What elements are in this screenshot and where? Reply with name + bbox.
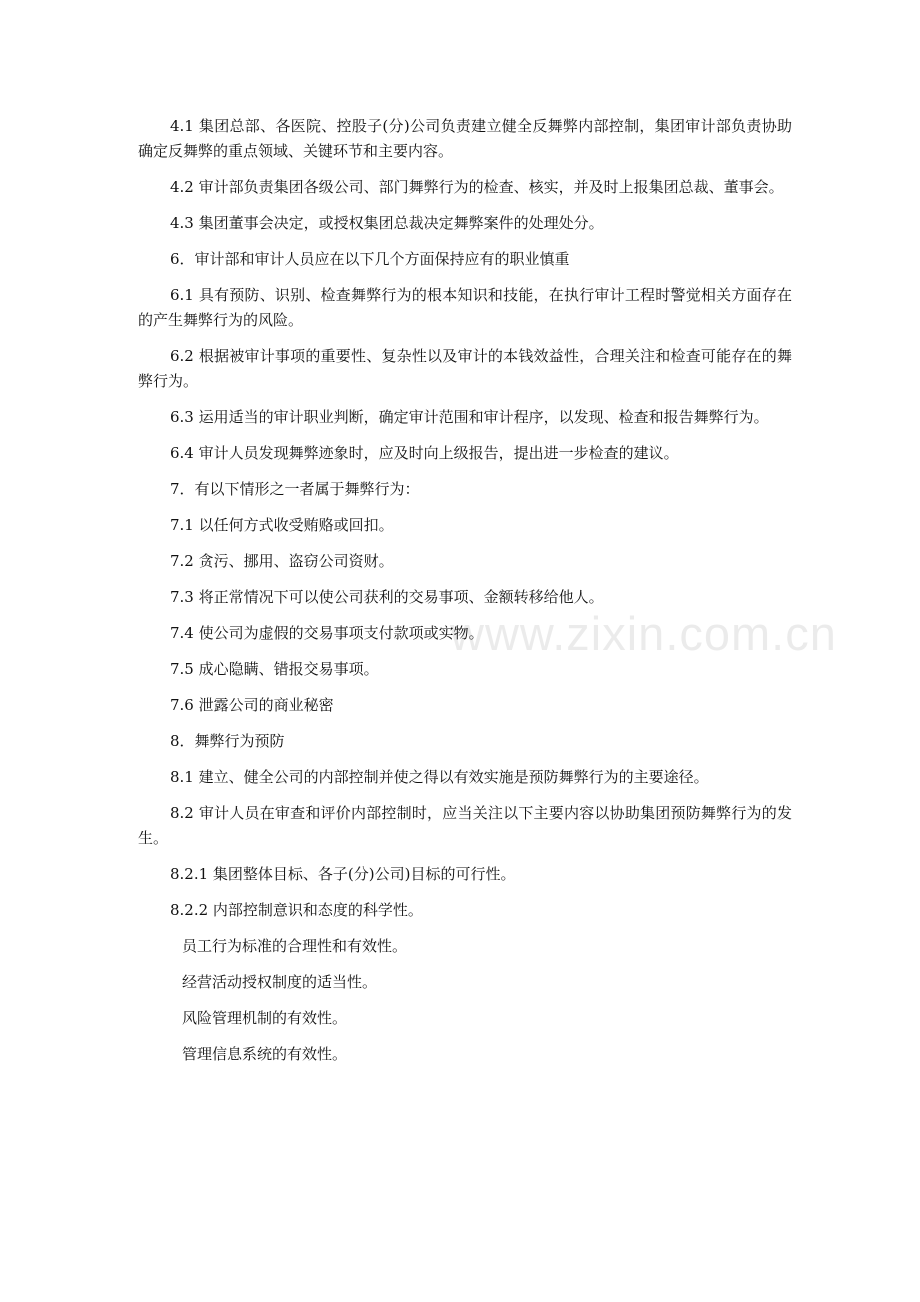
paragraph-6-2: 6.2 根据被审计事项的重要性、复杂性以及审计的本钱效益性，合理关注和检查可能存在的舞弊行为。 xyxy=(138,347,792,390)
paragraph-4-1: 4.1 集团总部、各医院、控股子(分)公司负责建立健全反舞弊内部控制，集团审计部负责协助确定反舞弊的重点领域、关键环节和主要内容。 xyxy=(138,117,792,160)
paragraph-7-3: 7.3 将正常情况下可以使公司获利的交易事项、金额转移给他人。 xyxy=(170,588,604,606)
paragraph-6-4: 6.4 审计人员发现舞弊迹象时，应及时向上级报告，提出进一步检查的建议。 xyxy=(170,444,679,462)
sub-item: 管理信息系统的有效性。 xyxy=(182,1045,348,1063)
document-page xyxy=(138,114,792,1078)
paragraph-7-2: 7.2 贪污、挪用、盗窃公司资财。 xyxy=(170,552,394,570)
paragraph-7-5: 7.5 成心隐瞒、错报交易事项。 xyxy=(170,660,379,678)
paragraph-6-1: 6.1 具有预防、识别、检查舞弊行为的根本知识和技能，在执行审计工程时警觉相关方面存在的产生舞弊行为的风险。 xyxy=(138,286,792,329)
section-heading-7: 7．有以下情形之一者属于舞弊行为： xyxy=(170,480,420,498)
paragraph-8-1: 8.1 建立、健全公司的内部控制并使之得以有效实施是预防舞弊行为的主要途径。 xyxy=(170,768,709,786)
watermark: www.zixin.com.cn xyxy=(450,607,837,660)
section-heading-8: 8．舞弊行为预防 xyxy=(170,732,285,750)
paragraph-7-4: 7.4 使公司为虚假的交易事项支付款项或实物。 xyxy=(170,624,484,642)
section-heading-6: 6．审计部和审计人员应在以下几个方面保持应有的职业慎重 xyxy=(170,250,570,268)
sub-item: 风险管理机制的有效性。 xyxy=(182,1009,348,1027)
sub-item: 员工行为标准的合理性和有效性。 xyxy=(182,937,408,955)
paragraph-7-6: 7.6 泄露公司的商业秘密 xyxy=(170,696,334,714)
paragraph-4-3: 4.3 集团董事会决定，或授权集团总裁决定舞弊案件的处理处分。 xyxy=(170,214,604,232)
sub-item: 经营活动授权制度的适当性。 xyxy=(182,973,378,991)
paragraph-8-2-1: 8.2.1 集团整体目标、各子(分)公司)目标的可行性。 xyxy=(170,865,516,883)
paragraph-8-2-2: 8.2.2 内部控制意识和态度的科学性。 xyxy=(170,901,423,919)
paragraph-8-2: 8.2 审计人员在审查和评价内部控制时，应当关注以下主要内容以协助集团预防舞弊行为的发生。 xyxy=(138,804,792,847)
paragraph-4-2: 4.2 审计部负责集团各级公司、部门舞弊行为的检查、核实，并及时上报集团总裁、董事会。 xyxy=(170,178,784,196)
paragraph-7-1: 7.1 以任何方式收受贿赂或回扣。 xyxy=(170,516,394,534)
paragraph-6-3: 6.3 运用适当的审计职业判断，确定审计范围和审计程序，以发现、检查和报告舞弊行为。 xyxy=(170,408,769,426)
